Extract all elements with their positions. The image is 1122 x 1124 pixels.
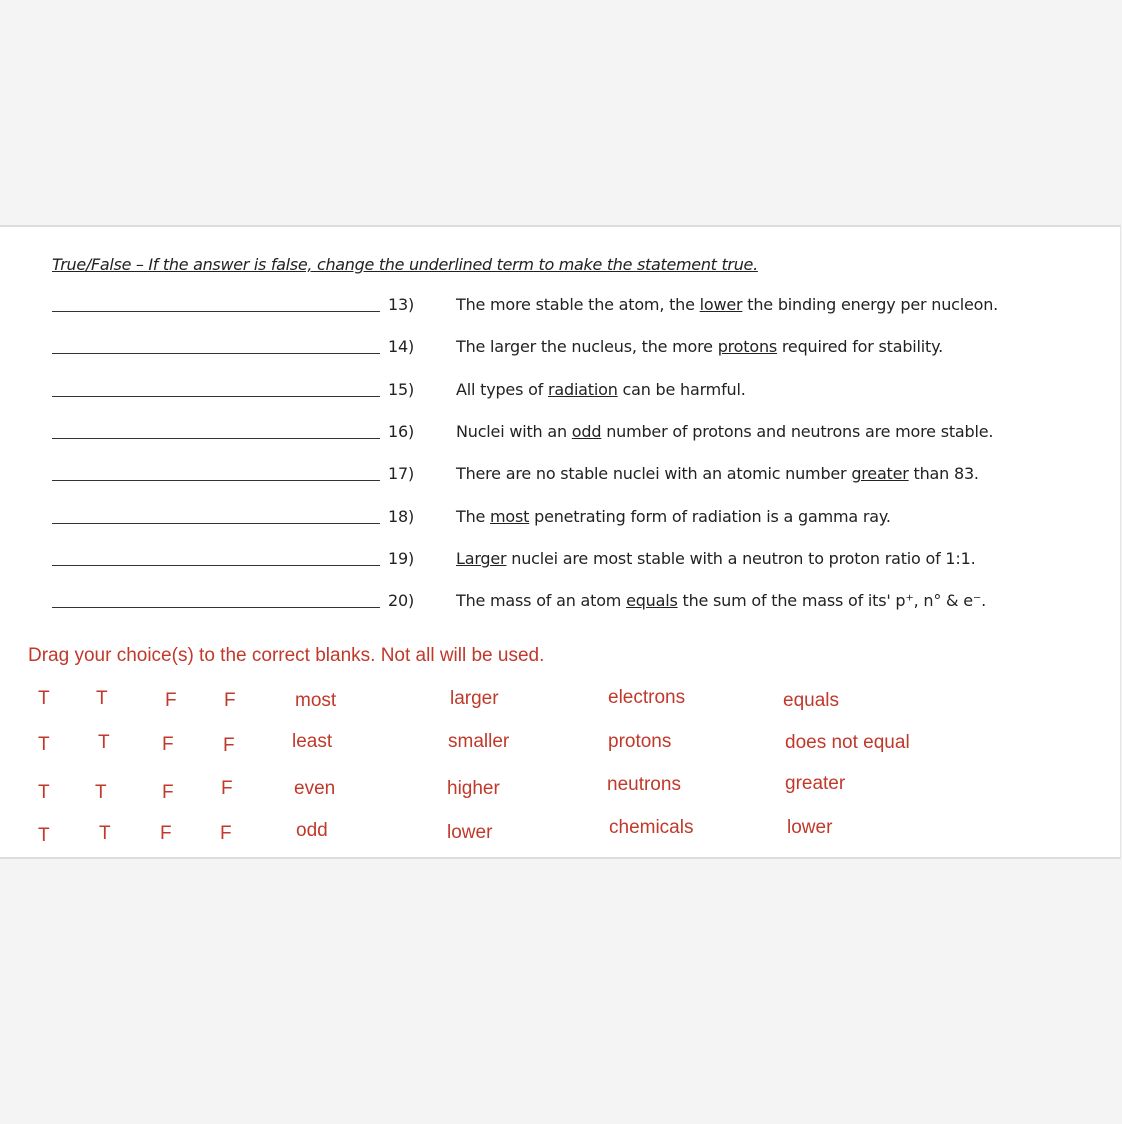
answer-blank[interactable] bbox=[52, 480, 380, 481]
choice-t[interactable]: T bbox=[96, 688, 108, 709]
question-number: 20) bbox=[388, 591, 415, 610]
question-text: The more stable the atom, the lower the binding energy per nucleon. bbox=[456, 295, 999, 314]
choice-f[interactable]: F bbox=[223, 735, 235, 756]
choice-least[interactable]: least bbox=[292, 731, 333, 752]
choice-larger[interactable]: larger bbox=[450, 688, 499, 709]
choice-f[interactable]: F bbox=[165, 690, 177, 711]
question-number: 16) bbox=[388, 422, 415, 441]
answer-blank[interactable] bbox=[52, 438, 380, 439]
choice-f[interactable]: F bbox=[162, 734, 174, 755]
choice-f[interactable]: F bbox=[220, 823, 232, 844]
underlined-term: greater bbox=[851, 464, 909, 483]
question-text: The most penetrating form of radiation is a gamma ray. bbox=[456, 507, 891, 526]
question-row bbox=[52, 337, 1092, 361]
choice-odd[interactable]: odd bbox=[296, 820, 328, 841]
choice-t[interactable]: T bbox=[38, 782, 50, 803]
choice-f[interactable]: F bbox=[221, 778, 233, 799]
choice-t[interactable]: T bbox=[99, 823, 111, 844]
question-row bbox=[52, 422, 1092, 446]
question-number: 17) bbox=[388, 464, 415, 483]
answer-blank[interactable] bbox=[52, 311, 380, 312]
instructions-heading: True/False – If the answer is false, change the underlined term to make the statement true. bbox=[52, 255, 758, 274]
choice-t[interactable]: T bbox=[38, 688, 50, 709]
answer-blank[interactable] bbox=[52, 523, 380, 524]
choice-chemicals[interactable]: chemicals bbox=[609, 817, 694, 838]
drag-instructions: Drag your choice(s) to the correct blanks. Not all will be used. bbox=[28, 645, 545, 666]
choice-even[interactable]: even bbox=[294, 778, 336, 799]
choice-greater[interactable]: greater bbox=[785, 773, 846, 794]
choice-lower[interactable]: lower bbox=[447, 822, 493, 843]
question-row bbox=[52, 507, 1092, 531]
question-text: There are no stable nuclei with an atomic number greater than 83. bbox=[456, 464, 979, 483]
underlined-term: most bbox=[490, 507, 530, 526]
underlined-term: odd bbox=[571, 422, 602, 441]
question-number: 15) bbox=[388, 380, 415, 399]
choice-t[interactable]: T bbox=[95, 782, 107, 803]
answer-blank[interactable] bbox=[52, 353, 380, 354]
underlined-term: equals bbox=[626, 591, 678, 610]
choice-f[interactable]: F bbox=[160, 823, 172, 844]
choice-smaller[interactable]: smaller bbox=[448, 731, 510, 752]
choice-neutrons[interactable]: neutrons bbox=[607, 774, 681, 795]
choice-most[interactable]: most bbox=[295, 690, 337, 711]
choice-equals[interactable]: equals bbox=[783, 690, 839, 711]
choice-protons[interactable]: protons bbox=[608, 731, 672, 752]
underlined-term: protons bbox=[717, 337, 778, 356]
underlined-term: radiation bbox=[548, 380, 618, 399]
choice-electrons[interactable]: electrons bbox=[608, 687, 686, 708]
question-number: 19) bbox=[388, 549, 415, 568]
answer-blank[interactable] bbox=[52, 565, 380, 566]
question-number: 18) bbox=[388, 507, 415, 526]
question-text: Larger nuclei are most stable with a neutron to proton ratio of 1:1. bbox=[456, 549, 976, 568]
question-row bbox=[52, 591, 1092, 615]
question-text: Nuclei with an odd number of protons and neutrons are more stable. bbox=[456, 422, 994, 441]
choice-t[interactable]: T bbox=[38, 825, 50, 846]
question-number: 13) bbox=[388, 295, 415, 314]
answer-blank[interactable] bbox=[52, 607, 380, 608]
question-text: The larger the nucleus, the more protons required for stability. bbox=[456, 337, 943, 356]
underlined-term: lower bbox=[699, 295, 743, 314]
choice-does-not-equal[interactable]: does not equal bbox=[785, 732, 910, 753]
choice-t[interactable]: T bbox=[98, 732, 110, 753]
worksheet-card bbox=[0, 225, 1121, 859]
underlined-term: Larger bbox=[456, 549, 507, 568]
question-text: The mass of an atom equals the sum of the mass of its' p⁺, n° & e⁻. bbox=[456, 591, 986, 610]
question-number: 14) bbox=[388, 337, 415, 356]
choice-lower[interactable]: lower bbox=[787, 817, 833, 838]
choice-f[interactable]: F bbox=[224, 690, 236, 711]
choice-t[interactable]: T bbox=[38, 734, 50, 755]
question-row bbox=[52, 464, 1092, 488]
question-row bbox=[52, 380, 1092, 404]
choice-f[interactable]: F bbox=[162, 782, 174, 803]
answer-blank[interactable] bbox=[52, 396, 380, 397]
question-row bbox=[52, 295, 1092, 319]
question-text: All types of radiation can be harmful. bbox=[456, 380, 746, 399]
choice-higher[interactable]: higher bbox=[447, 778, 500, 799]
question-row bbox=[52, 549, 1092, 573]
